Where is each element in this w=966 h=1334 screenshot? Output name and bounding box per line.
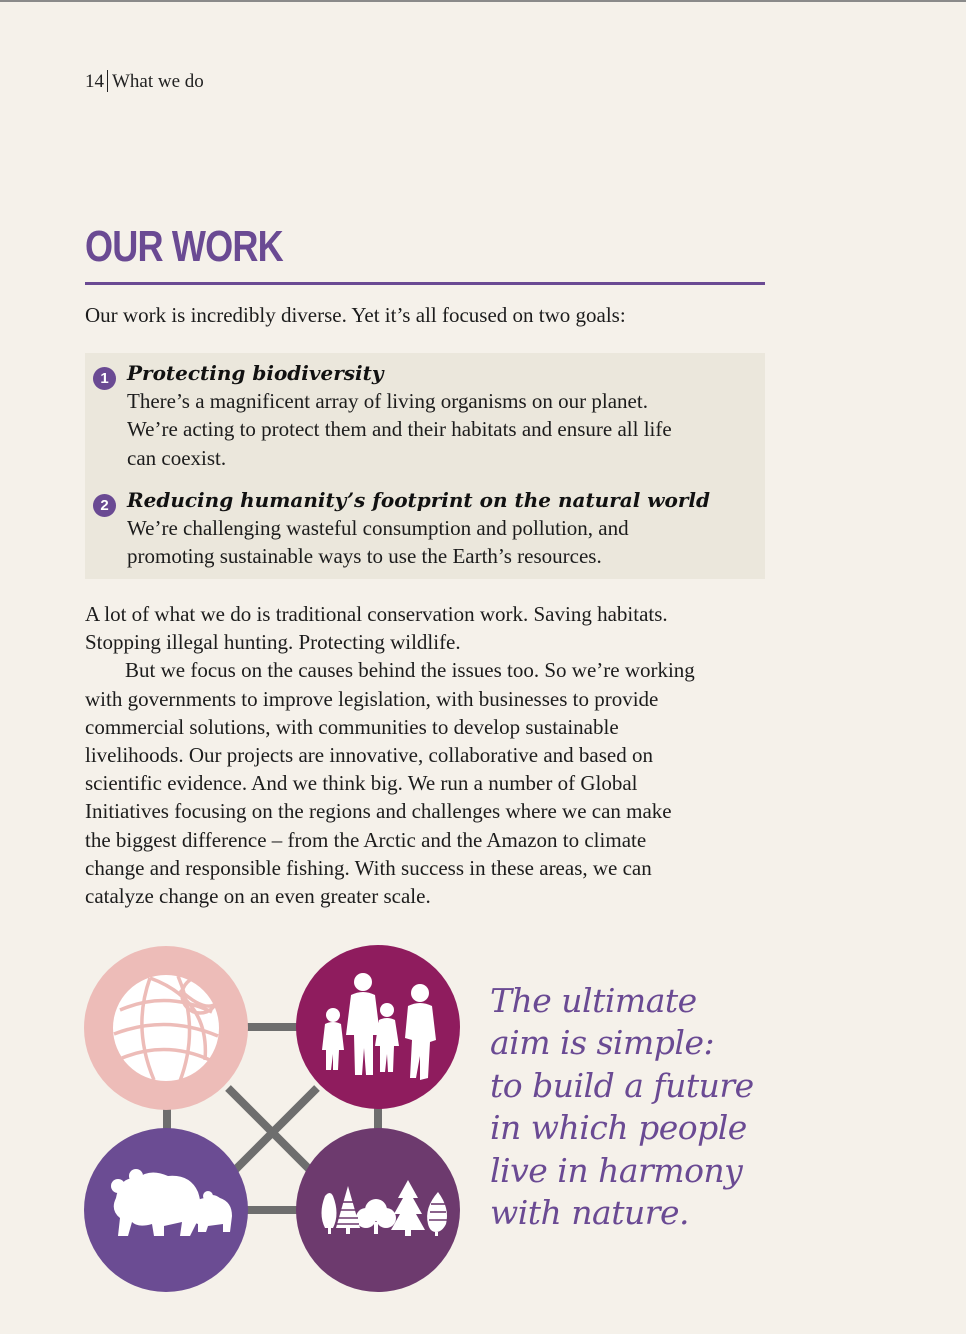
goal-2 <box>100 486 757 571</box>
page-number: 14 <box>85 71 104 92</box>
goal-line: There’s a magnificent array of living organisms on our planet. <box>127 389 648 413</box>
quote-line: in which people <box>490 1108 747 1148</box>
text-line: with governments to improve legislation, with businesses to provide <box>85 686 659 711</box>
goal-title: Reducing humanity’s footprint on the natural world <box>127 488 710 512</box>
header-separator <box>107 70 108 92</box>
goal-number-badge: 1 <box>93 367 116 390</box>
text-line: scientific evidence. And we think big. We run a number of Global <box>85 771 638 796</box>
text-line: catalyze change on an even greater scale. <box>85 884 431 909</box>
body-text <box>85 600 765 910</box>
goal-line: can coexist. <box>127 445 227 470</box>
page-title: OUR WORK <box>85 222 283 271</box>
quote-line: The ultimate <box>490 981 697 1020</box>
goal-line: promoting sustainable ways to use the Earth’s resources. <box>127 544 602 569</box>
running-head <box>85 70 204 93</box>
text-line: Initiatives focusing on the regions and challenges where we can make <box>85 799 672 824</box>
goal-description <box>127 514 757 571</box>
text-line: livelihoods. Our projects are innovative, collaborative and based on <box>85 743 653 768</box>
section-name: What we do <box>112 71 204 92</box>
text-line: change and responsible fishing. With success in these areas, we can <box>85 855 652 880</box>
globe-icon <box>84 946 248 1110</box>
panda-bears-icon <box>84 1128 248 1292</box>
goals-diagram <box>80 940 465 1300</box>
intro-text: Our work is incredibly diverse. Yet it’s all focused on two goals: <box>85 303 626 327</box>
goal-number-badge: 2 <box>93 494 116 517</box>
quote-line: with nature. <box>490 1193 690 1233</box>
body-paragraph-2 <box>85 656 765 910</box>
goals-box <box>85 353 765 579</box>
goal-1 <box>100 359 757 472</box>
text-line: commercial solutions, with communities to develop sustainable <box>85 714 619 739</box>
text-line: Stopping illegal hunting. Protecting wildlife. <box>85 630 461 655</box>
goal-line: We’re acting to protect them and their habitats and ensure all life <box>127 417 672 442</box>
goal-line: We’re challenging wasteful consumption and pollution, and <box>127 516 629 540</box>
title-underline <box>85 282 765 285</box>
quote-line: aim is simple: <box>490 1023 715 1063</box>
people-family-icon <box>296 945 460 1109</box>
body-paragraph-1 <box>85 600 765 656</box>
quote-line: to build a future <box>490 1065 754 1105</box>
goal-description <box>127 387 757 472</box>
trees-icon <box>296 1128 460 1292</box>
top-border <box>0 0 966 2</box>
goal-title: Protecting biodiversity <box>127 361 384 385</box>
quote-line: live in harmony <box>490 1150 743 1190</box>
text-line: A lot of what we do is traditional conservation work. Saving habitats. <box>85 602 668 626</box>
pull-quote <box>490 980 790 1234</box>
text-line: the biggest difference – from the Arctic and the Amazon to climate <box>85 827 647 852</box>
text-line: But we focus on the causes behind the issues too. So we’re working <box>125 658 695 683</box>
